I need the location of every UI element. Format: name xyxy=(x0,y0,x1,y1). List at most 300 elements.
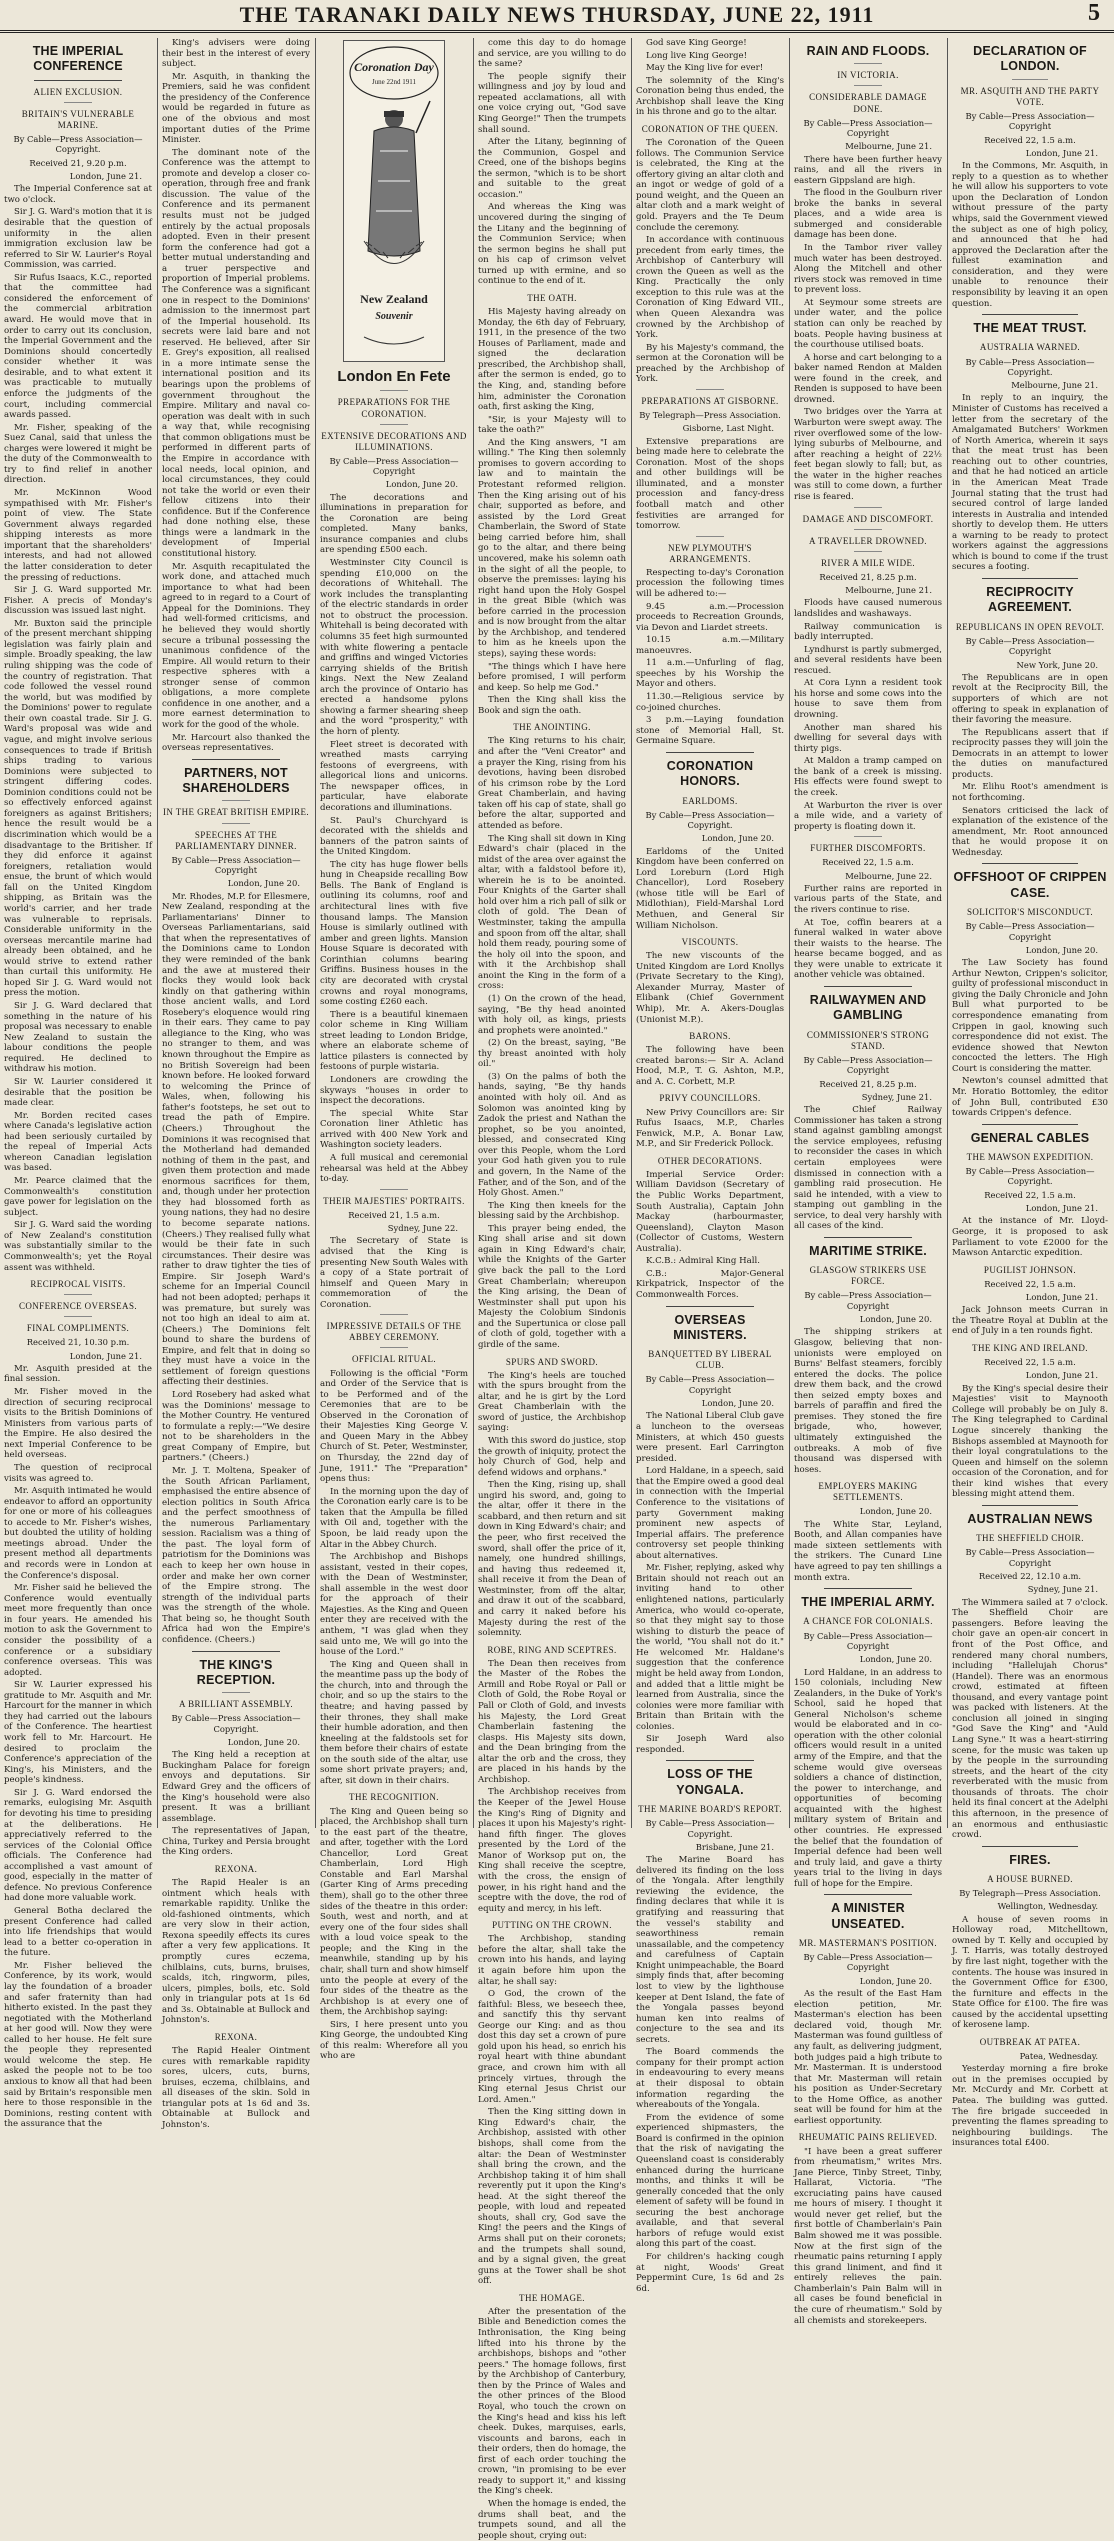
paragraph: The King shall sit down in King Edward's chair (placed in the midst of the area over against the altar, with a faldstool before it), wherein he is to be anointed. Four Knights of the Garter shall hold over him a rich pall of silk or cloth of gold. The Dean of Westminster, taking the ampulla and spoon from off the altar, shall hold them ready, pouring some of the holy oil into the spoon, and with it the Archbishop shall anoint the King in the form of a cross: xyxy=(478,833,626,992)
subhead: A CHANCE FOR COLONIALS. xyxy=(803,1616,933,1627)
column-rule xyxy=(473,38,474,1828)
column-5 xyxy=(636,38,784,2294)
paragraph: Senators criticised the lack of explanation of the existence of the amendment, Mr. Root announced that he would propose it on Wednesday. xyxy=(952,805,1108,858)
paragraph: Mr. Pearce claimed that the Commonwealth's constitution gave power for legislation on the subject. xyxy=(4,1176,152,1218)
paragraph: Then the King shall kiss the Book and sign the oath. xyxy=(478,695,626,716)
credit-line: By Cable—Press Association—Copyright. xyxy=(645,1818,775,1839)
advert-text: The Rapid Healer is an ointment which heals with remarkable rapidity. Unlike the old-fashioned ointments, which are very slow in their action, Rexona speedily effects its cures after a very few applications. It promptly cures eczema, chilblains, cuts, burns, bruises, scalds, itch, ringworm, piles, ulcers, pimples, boils, etc. Sold only in triangular pots at 1s 6d and 3s. Obtainable at Bullock and Johnston's. xyxy=(162,1878,310,2026)
credit-line: By cable—Press Association—Copyright xyxy=(804,1290,932,1311)
paragraph: Sir J. G. Ward supported Mr. Fisher. A precis of Monday's discussion was issued last night. xyxy=(4,585,152,617)
received-line: Received 22, 1.5 a.m. xyxy=(822,857,914,868)
divider xyxy=(34,80,122,81)
paragraph: At Toe, coffin bearers at a funeral walked in water above their waists to the hearse. The hearse became bogged, and as they were unable to extricate it another vehicle was obtained. xyxy=(794,917,942,981)
paragraph: The Archbishop and Bishops assistant, vested in their copes, with the Dean of Westminster, shall assemble in the west door for the approach of their Majesties. As the King and Queen enter they are received with the anthem, "I was glad when they said unto me, We will go into the house of the Lord." xyxy=(320,1552,468,1658)
divider xyxy=(380,390,408,391)
dateline: London, June 21. xyxy=(69,1350,142,1361)
page-number: 5 xyxy=(1088,0,1100,26)
subhead: CORONATION OF THE QUEEN. xyxy=(641,123,779,134)
headline-imperial-army: THE IMPERIAL ARMY. xyxy=(801,1595,935,1610)
divider xyxy=(824,1588,912,1589)
credit-line: By Cable—Press Association—Copyright xyxy=(803,1630,933,1651)
paragraph: The new viscounts of the United Kingdom are Lord Knollys (Private Secretary to the King), Alexander Murray, Master of Elibank (Chief Government Whip), Mr. A. Akers-Douglas (Unionist M.P.). xyxy=(636,951,784,1025)
paragraph: Then the King sitting down in King Edward's chair, the Archbishop, assisted with other bishops, shall come from the altar: the Dean of Westminster shall bring the crown, and the Archbishop taking it of him shall reverently put it upon the King's head. At the sight thereof the people, with loud and repeated shouts, shall cry, God save the King! the peers and the Kings of Arms shall put on their coronets; and the trumpets shall sound, and by a signal given, the great guns at the Tower shall be shot off. xyxy=(478,2107,626,2287)
headline-imperial-conference: THE IMPERIAL CONFERENCE xyxy=(32,44,124,74)
headline-london-en-fete: London En Fete xyxy=(337,368,451,385)
credit-line: By Cable—Press Association—Copyright xyxy=(171,854,301,875)
subhead: AUSTRALIA WARNED. xyxy=(979,342,1081,353)
subhead: OTHER DECORATIONS. xyxy=(657,1155,763,1166)
subhead: THE ANOINTING. xyxy=(513,722,591,733)
paragraph: At Warburton the river is over a mile wide, and a variety of property is floating down it. xyxy=(794,800,942,832)
paragraph: There have been further heavy rains, and all the rivers in eastern Gippsland are high. xyxy=(794,154,942,186)
subhead: THE RECOGNITION. xyxy=(349,1792,439,1803)
advert-text: For children's hacking cough at night, Woods' Great Peppermint Cure, 1s 6d and 2s 6d. xyxy=(636,2252,784,2294)
paragraph: The Republicans are in open revolt at the Reciprocity Bill, the supporters of which are not offering to speak in explanation of their favoring the measure. xyxy=(952,672,1108,726)
dateline: Melbourne, June 21. xyxy=(1011,380,1098,391)
credit-line: By Cable—Press Association—Copyright xyxy=(645,1374,775,1395)
subhead: THE KING AND IRELAND. xyxy=(972,1343,1088,1354)
dateline: Sydney, June 22. xyxy=(387,1223,458,1234)
subhead: THE MAWSON EXPEDITION. xyxy=(966,1152,1094,1163)
paragraph: A horse and cart belonging to a baker named Rendon at Malden were found in the creek, and Renden is supposed to have been drowned. xyxy=(794,352,942,405)
advert-heading: REXONA. xyxy=(214,1863,258,1874)
divider xyxy=(380,424,408,425)
paragraph: The White Star, Leyland, Booth, and Allan companies have made sixteen settlements with the strikers. The Cunard Line have agreed to pay ten shillings a month extra. xyxy=(794,1519,942,1583)
paragraph: Mr. Elihu Root's amendment is not forthcoming. xyxy=(952,782,1108,804)
paragraph: There is a beautiful kinemaen color scheme in King William street leading to London Bridge, where an elaborate scheme of lattice pilasters is connected by festoons of purple wistaria. xyxy=(320,1009,468,1073)
coronation-banner-text: Coronation Day xyxy=(354,60,434,74)
paragraph: The King returns to his chair, and after the "Veni Creator" and a prayer the King, rising from his devotions, having been disrobed of his crimson robe by the Lord Great Chamberlain, and having taken off his cap of state, shall go before the altar, supported and attended as before. xyxy=(478,736,626,831)
divider xyxy=(824,986,912,987)
paragraph: The flood in the Goulburn river broke the banks in several places, and a wide area is submerged and considerable damage has been done. xyxy=(794,188,942,241)
received-line: Received 22, 1.5 a.m. xyxy=(984,134,1076,145)
subhead: PUTTING ON THE CROWN. xyxy=(492,1920,612,1931)
advert-text: "I have been a great sufferer from rheumatism," writes Mrs. Jane Pierce, Tinby Street, Tinby, Hallarat, Victoria. "The excruciating pains have caused me hours of misery. I thought it would never get relief, but the first bottle of Chamberlain's Pain Balm showed me it was possible. Now at the first sign of the rheumatic pains returning I apply this grand liniment, and find it entirely relieves the pain. Chamberlain's Pain Balm will in all cases be found beneficial in the cure of rheumatism." Sold by all chemists and storekeepers. xyxy=(794,2146,942,2326)
paragraph: The Law Society has found Arthur Newton, Crippen's solicitor, guilty of professional misconduct in giving the Daily Chronicle and John Bull what purported to be correspondence emanating from Crippen in gaol, knowing such correspondence did not exist. The evidence showed that Newton concocted the letters. The High Court is considering the matter. xyxy=(952,958,1108,1074)
paragraph: Earldoms of the United Kingdom have been conferred on Lord Loreburn (Lord High Chancellor), Lord Rosebery (whose title will be Earl of Midlothian), Field-Marshal Lord Methuen, and General Sir William Nicholson. xyxy=(636,846,784,931)
dateline: New York, June 20. xyxy=(1016,659,1098,670)
column-rule xyxy=(947,38,948,1828)
paragraph: The Dean then receives from the Master of the Robes the Armill and Robe Royal or Pall or Cloth of Gold, the Robe Royal or Pall or Cloth of Gold, and invests his Majesty, the Lord Great Chamberlain fastening the clasps. His Majesty sits down, and the Dean bringing from the altar the orb and the cross, they are placed in his hands by the Archbishop. xyxy=(478,1658,626,1785)
subhead: BANQUETTED BY LIBERAL CLUB. xyxy=(648,1349,772,1371)
credit-line: By Telegraph—Press Association. xyxy=(959,1888,1101,1899)
subhead: BRITAIN'S VULNERABLE MARINE. xyxy=(21,108,135,130)
paragraph: Further rains are reported in various parts of the State, and the rivers continue to rise. xyxy=(794,883,942,916)
divider xyxy=(222,1692,250,1693)
paragraph: Mr. Fisher, replying, asked why Britain should not reach out an inviting hand to other enlightened nations, particularly America, who would co-operate, so that they might say to those wishing to disturb the peace of the world, "You shall not do it." He welcomed Mr. Haldane's suggestion that the conference might be held away from London, and added that a little might be learned from Australia, since the colonies were more familiar with Britain than Britain with the colonies. xyxy=(636,1563,784,1732)
paragraph: The Board commends the company for their prompt action in endeavouring to every means at their disposal to obtain information regarding the whereabouts of the Yongala. xyxy=(636,2047,784,2111)
subhead: CONFERENCE OVERSEAS. xyxy=(18,1301,137,1312)
divider xyxy=(854,836,882,837)
paragraph: The King then kneels for the blessing said by the Archbishop. xyxy=(478,1200,626,1222)
credit-line: By Cable—Press Association—Copyright. xyxy=(171,1713,301,1734)
dateline: London, June 21. xyxy=(1025,1203,1098,1214)
newspaper-title: THE TARANAKI DAILY NEWS THURSDAY, JUNE 22, 1911 xyxy=(239,2,875,27)
credit-line: By Cable—Press Association—Copyright xyxy=(329,455,459,477)
subhead: IN VICTORIA. xyxy=(837,70,899,81)
paragraph: (2) On the breast, saying, "Be thy breast anointed with holy oil." xyxy=(478,1038,626,1070)
credit-line: By Cable—Press Association—Copyright xyxy=(965,110,1095,132)
subhead: ROBE, RING AND SCEPTRES. xyxy=(487,1644,617,1655)
paragraph: Mr. Fisher said he believed the Conference would eventually meet more frequently than once in four years. He amended his motion to ask the Government to consider the possibility of a conference or a subsidiary conference overseas. This was adopted. xyxy=(4,1583,152,1678)
subhead: PUGILIST JOHNSON. xyxy=(983,1264,1077,1275)
dateline: London, June 21. xyxy=(69,170,142,181)
subhead: EARLDOMS. xyxy=(682,795,738,806)
advert-heading: RHEUMATIC PAINS RELIEVED. xyxy=(798,2132,938,2143)
advert-heading: REXONA. xyxy=(214,2031,258,2042)
paragraph: Extensive preparations are being made here to celebrate the Coronation. Most of the shops and other buildings will be illuminated, and a monster procession and fancy-dress football match and other festivities are arranged for tomorrow. xyxy=(636,436,784,532)
paragraph: In the morning upon the day of the Coronation early care is to be taken that the Ampulla be filled with Oil and, together with the Spoon, be laid ready upon the Altar in the Abbey Church. xyxy=(320,1486,468,1550)
paragraph: (1) On the crown of the head, saying, "Be thy head anointed with holy oil, as kings, priests and prophets were anointed." xyxy=(478,993,626,1036)
dateline: Gisborne, Last Night. xyxy=(682,423,774,434)
divider xyxy=(824,1894,912,1895)
paragraph: The Republicans assert that if reciprocity passes they will join the Democrats in an attempt to lower the duties on manufactured products. xyxy=(952,727,1108,780)
paragraph: come this day to do homage and service, are you willing to do the same? xyxy=(478,38,626,70)
subhead: SOLICITOR'S MISCONDUCT. xyxy=(966,907,1093,918)
headline-general-cables: GENERAL CABLES xyxy=(970,1130,1090,1145)
paragraph: By the King's special desire their Majesties' visit to Maynooth College will probably be on July 8. The King telegraphed to Cardinal Logue sincerely thanking the Bishops assembled at Maynooth for their loyal congratulations to the Queen and himself on the solemn occasion of the Coronation, and for their kind wishes that every blessing might attend them. xyxy=(952,1383,1108,1500)
subhead: OUTBREAK AT PATEA. xyxy=(979,2036,1081,2047)
paragraph: The special White Star Coronation liner Athletic has arrived with 400 New York and Washington society leaders. xyxy=(320,1108,468,1151)
headline-partners: PARTNERS, NOT SHAREHOLDERS xyxy=(182,765,290,796)
received-line: Received 22, 1.5 a.m. xyxy=(984,1357,1076,1368)
subhead: A TRAVELLER DROWNED. xyxy=(809,535,927,546)
divider xyxy=(1012,79,1048,80)
paragraph: Sir J. G. Ward endorsed the remarks, eulogising Mr. Asquith for devoting his time to presiding at the deliberations. He appreciatively referred to the services of the Colonial Office officials. The Conference had accomplished a vast amount of good, especially in the matter of defence. No previous Conference had done more valuable work. xyxy=(4,1787,152,1904)
paragraph: The National Liberal Club gave a luncheon to the overseas Ministers, at which 450 guests were present. Earl Carrington presided. xyxy=(636,1411,784,1464)
credit-line: By Cable—Press Association—Copyright. xyxy=(965,356,1095,377)
paragraph: The dominant note of the Conference was the attempt to promote and develop a closer co-operation, through free and frank discussion. The value of the Conference and its permanent results must not be judged entirely by the actual proposals adopted. Even in their present form the conference had got a better mutual understanding and a truer perspective and proportion of Imperial problems. The Conference was a significant one in respect to the Dominions' admission to the innermost part of the Imperial household. Its secrets were laid bare and not reserved. He believed, after Sir E. Grey's exposition, all realised in a more intimate sense the international position and its bearings upon the problems of government throughout the Empire. Military and naval co-operation was dealt with in such a way that, while recognising that common obligations must be performed in different parts of the Empire in accordance with local needs, local opinion, and local circumstances, they could not take the world or even their fellow citizens into their confidence. But if the Conference had done nothing else, these things were a landmark in the development of Imperial constitutional history. xyxy=(162,147,310,559)
paragraph: Londoners are crowding the skyways "houses in order to inspect the decorations. xyxy=(320,1075,468,1107)
paragraph: Mr. Asquith presided at the final session. xyxy=(4,1363,152,1385)
paragraph: And the King answers, "I am willing." The King then solemnly promises to govern according to law and to maintain the Protestant reformed religion. Then the King arising out of his chair, supported as before, and assisted by the Lord Great Chamberlain, the Sword of State being carried before him, shall go to the altar, and there being uncovered, make his solemn oath in the sight of all the people, to observe the premisses: laying his right hand upon the Holy Gospel in the great Bible (which was before carried in the procession and is now brought from the altar by the Archbishop, and tendered to him as he kneels upon the steps), saying these words: xyxy=(478,437,626,659)
subhead: ALIEN EXCLUSION. xyxy=(33,86,123,97)
headline-coronation-honors: CORONATION HONORS. xyxy=(666,758,754,789)
received-line: Received 22, 1.5 a.m. xyxy=(984,1189,1076,1200)
divider xyxy=(64,1294,92,1295)
dateline: London, June 20. xyxy=(385,479,458,490)
divider xyxy=(64,1316,92,1317)
received-line: Received 22, 1.5 a.m. xyxy=(984,1278,1076,1289)
paragraph: In reply to an inquiry, the Minister of Customs has received a letter from the secretary of the Amalgamated Butchers' Workmen of North America, wherein it says that the meat trust has been reaching out to other countries, and that he had noticed an article in the American Meat Trade Journal stating that the trust had secured control of large landed interests in Australia and intended shortly to develop them. He utters a warning to be ready to protect workers against the aggressions which is bound to come if the trust secures a footing. xyxy=(952,393,1108,573)
credit-line: By Cable—Press Association—Copyright. xyxy=(13,133,143,155)
paragraph: God save King George! xyxy=(646,38,747,48)
subhead: BARONS. xyxy=(689,1031,731,1042)
divider xyxy=(192,759,280,760)
coronation-souvenir-illustration xyxy=(343,40,445,362)
dateline: London, June 20. xyxy=(227,1737,300,1748)
divider xyxy=(380,1347,408,1348)
paragraph: At the instance of Mr. Lloyd-George, it is proposed to ask Parliament to vote £2000 for the Mawson Antarctic expedition. xyxy=(952,1216,1108,1259)
dateline: Melbourne, June 21. xyxy=(845,585,932,596)
divider xyxy=(696,389,724,390)
paragraph: Mr. Asquith, in thanking the Premiers, said he was confident the presidency of the Conference would be regarded in future as one of the obvious and most important duties of the Prime Minister. xyxy=(162,71,310,146)
paragraph: Mr. Asquith recapitulated the work done, and attached much importance to what had been agreed to in regard to a Court of Appeal for the Dominions. They had well-formed criticisms, and he believed they would shortly secure a tribunal possessing the unanimous confidence of the Empire. All would return to their respective spheres with a stronger sense of common obligations, a more complete confidence in one another, and a more earnest determination to work for the good of the whole. xyxy=(162,561,310,730)
credit-line: By Cable—Press Association—Copyright xyxy=(965,1547,1095,1568)
divider xyxy=(666,752,754,753)
paragraph: Fleet street is decorated with wreathed masts carrying festoons of evergreens, with allegorical lions and unicorns. The newspaper offices, in particular, have elaborate decorations and illuminations. xyxy=(320,739,468,813)
paragraph: Sir W. Laurier expressed his gratitude to Mr. Asquith and Mr. Harcourt for the manner in which they had carried out the labours of the Conference. The heartiest work fell to Mr. Harcourt. He desired to proclaim the Conference's appreciation of the King's, his Ministers, and the people's kindness. xyxy=(4,1680,152,1786)
paragraph: At Maldon a tramp camped on the bank of a creek is missing. His effects were found swept to the creek. xyxy=(794,756,942,798)
subhead: MR. MASTERMAN'S POSITION. xyxy=(798,1938,938,1949)
divider xyxy=(666,1306,754,1307)
paragraph: Sir W. Laurier considered it desirable that the position be made clear. xyxy=(4,1076,152,1109)
dateline: London, June 21. xyxy=(1025,147,1098,158)
credit-line: By Cable—Press Association—Copyright xyxy=(803,117,933,138)
subhead: GLASGOW STRIKERS USE FORCE. xyxy=(809,1265,927,1287)
paragraph: (3) On the palms of both the hands, saying, "Be thy hands anointed with holy oil. And as Solomon was anointed king by Zadok the priest and Nathan the prophet, so be you anointed, blessed, and consecrated King over this People, whom the Lord your God hath given you to rule and govern, In the Name of the Father, and of the Son, and of the Holy Ghost. Amen." xyxy=(478,1071,626,1199)
divider xyxy=(982,1505,1078,1506)
paragraph: His Majesty having already on Monday, the 6th day of February, 1911, in the presence of the two Houses of Parliament, made and signed the declaration prescribed, the Archbishop shall, after the sermon is ended, go to the King, and, standing before him, administer the Coronation oath, first asking the King, xyxy=(478,307,626,413)
subhead: RECIPROCAL VISITS. xyxy=(30,1279,126,1290)
divider xyxy=(854,507,882,508)
paragraph: In accordance with continuous precedent from early times, the Archbishop of Canterbury will crown the Queen as well as the King. Practically the only exception to this rule was at the Coronation of King Edward VII., when Queen Alexandra was crowned by the Archbishop of York. xyxy=(636,235,784,341)
paragraph: C.B.: Major-General Kirkpatrick, Inspector of the Commonwealth Forces. xyxy=(636,1268,784,1301)
dateline: London, June 21. xyxy=(1025,1370,1098,1381)
headline-meat-trust: THE MEAT TRUST. xyxy=(973,321,1087,336)
paragraph: The shipping strikers at Glasgow, believing that non-unionists were employed on Burns' Belfast steamers, forcibly entered the docks. The police drew them back, and the crowd then seized empty boxes and barrels of paraffin and fired the premises. They stoned the fire brigade, who, however, ultimately extinguished the outbreaks. A mob of five thousand was dispersed with hoses. xyxy=(794,1327,942,1475)
paragraph: A full musical and ceremonial rehearsal was held at the Abbey to-day. xyxy=(320,1152,468,1185)
paragraph: Jack Johnson meets Curran in the Theatre Royal at Dublin at the end of July in a ten rounds fight. xyxy=(952,1305,1108,1337)
paragraph: By his Majesty's command, the sermon at the Coronation will be preached by the Archbishop of York. xyxy=(636,342,784,385)
paragraph: Newton's counsel admitted that Mr. Horatio Bottomley, the editor of John Bull, contributed £30 towards Crippen's defence. xyxy=(952,1076,1108,1119)
divider xyxy=(854,85,882,86)
paragraph: The people signify their willingness and joy by loud and repeated acclamations, all with one voice crying out, "God save King George!" Then the trumpets shall sound. xyxy=(478,71,626,135)
paragraph: Mr. Borden recited cases where Canada's legislative action had been seriously curtailed by the repeal of Imperial Acts whereon Canadian legislation was based. xyxy=(4,1110,152,1174)
paragraph: And whereas the King was uncovered during the singing of the Litany and the beginning of the Communion Service; when the sermon begins he shall put on his cap of crimson velvet turned up with ermine, and so continue to the end of it. xyxy=(478,202,626,287)
dateline: London, June 20. xyxy=(859,1314,932,1325)
paragraph: Floods have caused numerous landslides and washaways. xyxy=(794,598,942,619)
subhead: REPUBLICANS IN OPEN REVOLT. xyxy=(955,621,1105,632)
paragraph: King's advisers were doing their best in the interest of every subject. xyxy=(162,38,310,70)
paragraph: Mr. J. T. Moltena, Speaker of the South African Parliament, emphasised the entire absence of election politics in South Africa and the perfect smoothness of the numerous Parliamentary session. Racialism was a thing of the past. The loyal form of patriotism for the Dominions was each to keep her own house in order and make her own corner of the Empire strong. The strength of the individual parts was the strength of the whole. That being so, he thought South Africa had won the Empire's confidence. (Cheers.) xyxy=(162,1465,310,1645)
subhead: SPURS AND SWORD. xyxy=(505,1356,599,1367)
dateline: London, June 20. xyxy=(701,833,774,844)
paragraph: A house of seven rooms in Holloway road, Mitchelltown, owned by T. Kelly and occupied by J. T. Harris, was totally destroyed by fire last night, together with the contents. The house was insured in the Government Office for £300, the furniture and effects in the State Office for £100. The fire was caused by the accidental upsetting of kerosene lamp. xyxy=(952,1914,1108,2031)
received-line: Received 21, 8.25 p.m. xyxy=(819,571,917,582)
subhead: THE MARINE BOARD'S REPORT. xyxy=(638,1804,782,1815)
subhead: A HOUSE BURNED. xyxy=(987,1874,1073,1885)
subhead: FURTHER DISCOMFORTS. xyxy=(810,843,926,854)
paragraph: The King and Queen shall in the meantime pass up the body of the church, into and through the choir, and so up the stairs to the theatre; and having passed by their thrones, they shall make their humble adoration, and then kneeling at the faldstools set for them before their chairs of estate on the south side of the altar, use some short private prayers; and, after, sit down in their chairs. xyxy=(320,1659,468,1786)
divider xyxy=(982,1124,1078,1125)
divider xyxy=(854,529,882,530)
headline-kings-reception: THE KING'S RECEPTION. xyxy=(196,1657,276,1687)
paragraph: Lord Haldane, in a speech, said that the Empire owed a good deal in connection with the Imperial Conference to the visitations of party Government making prominent new aspects of Imperial affairs. The preference controversy set people thinking about alternatives. xyxy=(636,1466,784,1561)
paragraph: 10.15 a.m.—Military manoeuvres. xyxy=(636,635,784,656)
paragraph: The King held a reception at Buckingham Palace for foreign envoys and deputations. Sir Edward Grey and the officers of the King's household were also present. It was a brilliant assemblage. xyxy=(162,1750,310,1824)
column-rule xyxy=(789,38,790,1828)
paragraph: Mr. Buxton said the principle of the present merchant shipping legislation was fairly plain and simple. Broadly speaking, the law ruling shipping was the code of the country of registration. That code followed the vessel round the world, but was modified by the Dominions' power to regulate their own coastal trade. Sir J. G. Ward's proposal was wide and vague, and might involve serious consequences to trade if British ships trading to various Dominions were subjected to stringent differing codes. Dominion conditions could not be so effectively enforced against foreigners as against Britishers; hence the result would be a discrimination which would be a disadvantage to the Britisher. If they did enforce it against foreigners, retaliation would ensue, the brunt of which would fall on the United Kingdom shipping, as Britain was the world's carrier, and her trade was vulnerable to reprisals. Considerable uniformity in the overseas mercantile marine had already been obtained, and he would strive to extend rather than curtail this uniformity. He hoped Sir J. G. Ward would not press the motion. xyxy=(4,618,152,999)
divider xyxy=(380,1314,408,1315)
paragraph: Mr. Harcourt also thanked the overseas representatives. xyxy=(162,732,310,754)
paragraph: O God, the crown of the faithful: Bless, we beseech thee, and sanctify this thy servant George our King: and as thou dost this day set a crown of pure gold upon his head, so enrich his royal heart with thine abundant grace, and crown him with all princely virtues, through the King eternal Jesus Christ our Lord. Amen." xyxy=(478,1989,626,2105)
paragraph: The Coronation of the Queen follows. The Communion Service is celebrated, the King at the offertory giving an altar cloth and an ingot or wedge of gold of a pound weight, and the Queen an altar cloth and a mark weight of gold. Prayers and the Te Deum conclude the ceremony. xyxy=(636,138,784,233)
paragraph: Lord Haldane, in an address to 150 colonials, including New Zealanders, in the Duke of York's School, said he hoped that General Nicholson's scheme would be elaborated and in co-operation with the other colonial officers would result in a united army of the Empire, and that the scheme would give overseas soldiers a chance of distinction, the power to interchange, and opportunities of becoming acquainted with the highest military system of Britain and other countries. He expressed the belief that the foundation of Imperial defence had been well and truly laid, and gave a thirty years trial to the living in days full of hope for the Empire. xyxy=(794,1667,942,1889)
dateline: Melbourne, June 21. xyxy=(845,141,932,152)
paragraph: "The things which I have here before promised, I will perform and keep. So help me God." xyxy=(478,661,626,693)
subhead: COMMISSIONER'S STRONG STAND. xyxy=(806,1029,930,1051)
received-line: Received 21, 1.5 a.m. xyxy=(348,1209,440,1220)
received-line: Received 21, 10.30 p.m. xyxy=(26,1337,130,1348)
paragraph: The Wimmera sailed at 7 o'clock. The Sheffield Choir are passengers. Before leaving the choir gave an open-air concert in front of the Post Office, and rendered many choral numbers, including "Hallelujah Chorus" (Handel). There was an enormous crowd, estimated at fifteen thousand, and every vantage point was packed with listeners. At the conclusion all joined in singing "God Save the King" and "Auld Lang Syne." It was a heart-stirring scene, for the music was taken up by the people in the surrounding streets, and the heart of the city reverberated with the music from thousands of throats. The choir held its final concert at the Adelphi this afternoon, in the presence of an enormous and enthusiastic crowd. xyxy=(952,1597,1108,1841)
paragraph: Imperial Service Order: William Davidson (Secretary of the Public Works Department, South Australia), Captain John Mackay (harbourmaster, Queensland), Clayton Mason (Collector of Customs, Western Australia). xyxy=(636,1169,784,1254)
headline-loss-of-yongala: LOSS OF THE YONGALA. xyxy=(667,1767,753,1797)
headline-minister-unseated: A MINISTER UNSEATED. xyxy=(831,1901,905,1931)
paragraph: Yesterday morning a fire broke out in the premises occupied by Mr. McCurdy and Mr. Corbett at Patea. The building was gutted. The fire brigade succeeded in preventing the flames spreading to neighbouring buildings. The insurances total £400. xyxy=(952,2064,1108,2149)
column-rule xyxy=(631,38,632,1828)
paragraph: This prayer being ended, the King shall arise and sit down again in King Edward's chair, while the Knights of the Garter give back the pall to the Lord Great Chamberlain; whereupon the King arising, the Dean of Westminster shall put upon his Majesty the Colobium Sindonis and the Supertunica or close pall of cloth of gold, together with a girdle of the same. xyxy=(478,1223,626,1350)
paragraph: The question of reciprocal visits was agreed to. xyxy=(4,1462,152,1484)
paragraph: St. Paul's Churchyard is decorated with the shields and banners of the patron saints of the United Kingdom. xyxy=(320,815,468,858)
subhead: VISCOUNTS. xyxy=(681,937,739,948)
divider xyxy=(824,1237,912,1238)
subhead: THE HOMAGE. xyxy=(519,2292,585,2303)
dateline: Sydney, June 21. xyxy=(861,1091,932,1102)
subhead: FINAL COMPLIMENTS. xyxy=(26,1323,130,1334)
dateline: London, June 20. xyxy=(701,1398,774,1409)
column-rule xyxy=(315,38,316,1828)
coronation-date-text: June 22nd 1911 xyxy=(371,78,417,86)
subhead: OFFICIAL RITUAL. xyxy=(351,1354,437,1365)
credit-line: By Cable—Press Association—Copyright. xyxy=(965,1166,1095,1187)
divider xyxy=(222,823,250,824)
subhead: THE OATH. xyxy=(527,292,577,303)
subhead: EXTENSIVE DECORATIONS AND ILLUMINATIONS. xyxy=(321,430,467,452)
paragraph: In the Tambor river valley much water has been destroyed. Along the Mitchell and other rivers stock was removed in time to prevent loss. xyxy=(794,243,942,296)
dateline: London, June 21. xyxy=(1025,1292,1098,1303)
paragraph: From the evidence of some experienced shipmasters, the Board is confirmed in the opinion that the risk of navigating the Queensland coast is considerably enhanced during the hurricane months, and thinks it will be generally conceded that the only element of safety will be found in securing the best anchorage available, and that several harbors of refuge would exist along this part of the coast. xyxy=(636,2112,784,2250)
paragraph: The solemnity of the King's Coronation being thus ended, the Archbishop shall leave the King in his throne and go to the altar. xyxy=(636,75,784,118)
paragraph: 11 a.m.—Unfurling of flag, speeches by his Worship the Mayor and others. xyxy=(636,658,784,690)
paragraph: 3 p.m.—Laying foundation stone of Memorial Hall, St. Germaine Square. xyxy=(636,715,784,747)
subhead: SPEECHES AT THE PARLIAMENTARY DINNER. xyxy=(175,829,297,851)
paragraph: Mr. Rhodes, M.P. for Ellesmere, New Zealand, responding at the Parliamentarians' Dinner to Overseas Parliamentarians, said that when the representatives of the Dominions came to London they were reminded of the bank and the awe at mustered their flocks they would look back kindly on that gathering within those ancient walls, and Lord Rosebery's eloquence would ring in their ears. They came to pay allegiance to the King, who was no stranger to them, and was known throughout the Empire as no British Sovereign had been known before. He looked forward to welcoming the Prince of Wales, when, following his father's footsteps, he set out to tread the path of Empire. (Cheers.) Throughout the Dominions it was recognised that the Motherland had demanded nothing of them in the past, and given them protection and made enormous sacrifices for them, and, though under her protection they had blossomed forth as young nations, they had no desire to become separate nations. (Cheers.) They realised fully what would be their fate in such circumstances. Their desire was rather to draw tighter the ties of Empire. Sir Joseph Ward's scheme for an Imperial Council had not been adopted; perhaps it was premature, but surely was not too high an ideal to aim at. (Cheers.) The Dominions felt bound to share the burdens of Empire, and felt that in doing so they must have a voice in the settlement of foreign questions affecting their destinies. xyxy=(162,891,310,1388)
credit-line: By Cable—Press Association—Copyright xyxy=(965,921,1095,942)
paragraph: New Privy Councillors are: Sir Rufus Isaacs, M.P., Charles Fenwick, M.P., A. Bonar Law, M.P., and Sir Frederick Pollock. xyxy=(636,1107,784,1150)
paragraph: Sirs, I here present unto you King George, the undoubted King of this realm: Wherefore all you who are xyxy=(320,2019,468,2062)
dateline: Melbourne, June 22. xyxy=(845,870,932,881)
dateline: London, June 20. xyxy=(1025,944,1098,955)
paragraph: At Seymour some streets are under water, and the police station can only be reached by boats. People having business at the courthouse utilised boats. xyxy=(794,297,942,351)
paragraph: The Chief Railway Commissioner has taken a strong stand against gambling amongst the service employees, refusing to reconsider the cases in which certain employees were dismissed in connection with a gambling raid prosecution. He said he intended, with a view to stamping out gambling in the service, to deal very harshly with all cases of the kind. xyxy=(794,1105,942,1232)
paragraph: Mr. McKinnon Wood sympathised with Mr. Fisher's point of view. The State Government always regarded shipping interests as more important that the shareholders' interests, and had not allowed the latter consideration to deter the pressing of reductions. xyxy=(4,488,152,583)
divider xyxy=(982,314,1078,315)
paragraph: Mr. Asquith intimated he would endeavor to afford an opportunity for one or more of his colleagues to accede to Mr. Fisher's wishes, but doubted the utility of holding meetings abroad. Under the present method all departments and records were in London at the Conference's disposal. xyxy=(4,1486,152,1581)
received-line: Received 21, 9.20 p.m. xyxy=(29,157,127,168)
divider xyxy=(64,102,92,103)
divider xyxy=(982,578,1078,579)
paragraph: Sir Joseph Ward also responded. xyxy=(636,1734,784,1755)
paragraph: Mr. Fisher believed the Conference, by its work, would lay the foundation of a broader and safer fraternity than had hitherto existed. In the past they negotiated with the Motherland at her good will. Now they were called to her house. He felt sure the people they represented would welcome the step. He asked the people not to be too anxious to know all that had been said by Britain's responsible men here to those responsible in the Dominions, resting content with the assurance that the xyxy=(4,1960,152,2130)
dateline: Patea, Wednesday. xyxy=(1019,2050,1098,2061)
paragraph: 11.30.—Religious service by co-joined churches. xyxy=(636,692,784,713)
paragraph: The King and Queen being so placed, the Archbishop shall turn to the east part of the theatre, and after, together with the Lord Chancellor, Lord Great Chamberlain, Lord High Constable and Earl Marshal (Garter King of Arms preceding them), shall go to the other three sides of the theatre in this order: South, west and north, and at every one of the four sides shall with a loud voice speak to the people; and the King in the meanwhile, standing up by his chair, shall turn and show himself unto the people at every of the four sides of the theatre as the Archbishop is at every one of them, the Archbishop saying: xyxy=(320,1806,468,2018)
subhead: IN THE GREAT BRITISH EMPIRE. xyxy=(162,807,310,818)
credit-line: By Telegraph—Press Association. xyxy=(639,410,781,420)
headline-reciprocity-agreement: RECIPROCITY AGREEMENT. xyxy=(986,585,1074,615)
dateline: London, June 20. xyxy=(227,878,300,889)
column-6 xyxy=(794,38,942,2326)
subhead: CONSIDERABLE DAMAGE DONE. xyxy=(809,92,927,114)
paragraph: Sir J. G. Ward declared that something in the nature of his proposal was necessary to enable New Zealand to sustain the labour conditions the people required. He declined to withdraw his motion. xyxy=(4,1001,152,1075)
paragraph: Another man shared his dwelling for several days with thirty pigs. xyxy=(794,722,942,754)
headline-overseas-ministers: OVERSEAS MINISTERS. xyxy=(673,1312,747,1342)
paragraph: Sir J. G. Ward said the wording of New Zealand's constitution was substantially similar to the Commonwealth's; yet the Royal assent was withheld. xyxy=(4,1220,152,1273)
divider xyxy=(222,800,250,801)
paragraph: Westminster City Council is spending £10,000 on the decorations of Whitehall. The work includes the transplanting of the electric standards in order not to obstruct the procession. Whitehall is being decorated with columns 35 feet high surmounted with white flowering a pentacle and griffins and winged Victories carrying shields of the British kings. Next the New Zealand arch the province of Ontario has erected a handsome pylons showing a farmer shearing sheep and the word "prosperity," with the horn of plenty. xyxy=(320,558,468,738)
paragraph: The city has huge flower bells hung in Cheapside recalling Bow Bells. The Bank of England is outlining its columns, roof and architectural lines with five thousand lamps. The Mansion House is similarly outlined with amber and green lights. Mansion House Square is decorated with Corinthian columns bearing Griffins. Business houses in the city are decorated with crystal crowns and royal monograms, some costing £260 each. xyxy=(320,859,468,1008)
paragraph: May the King live for ever! xyxy=(646,63,764,74)
divider xyxy=(982,863,1078,864)
paragraph: The Archbishop receives from the Keeper of the Jewel House the King's Ring of Dignity and places it upon his Majesty's right-hand fifth finger. The gloves presented by the Lord of the Manor of Worksop put on, the King shall receive the sceptre, with the cross, the ensign of power, in his right hand and the sceptre with the dove, the rod of equity and mercy, in his left. xyxy=(478,1787,626,1914)
paragraph: Lord Rosebery had asked what was the Dominions' message to the Mother Country. He ventured to formulate a reply:—"We desire not to be shareholders in the great Company of Empire, but partners." (Cheers.) xyxy=(162,1390,310,1464)
divider xyxy=(854,551,882,552)
divider xyxy=(380,1189,408,1190)
paragraph: "Sir, is your Majesty will to take the oath?" xyxy=(478,414,626,436)
souvenir-text: Souvenir xyxy=(375,311,413,322)
paragraph: The representatives of Japan, China, Turkey and Persia brought the King orders. xyxy=(162,1826,310,1858)
credit-line: By Cable—Press Association—Copyright xyxy=(803,1952,933,1973)
credit-line: By Cable—Press Association—Copyright xyxy=(965,635,1095,657)
column-2 xyxy=(162,38,310,2130)
credit-line: By Cable—Press Association—Copyright. xyxy=(645,809,775,830)
new-zealand-text: New Zealand xyxy=(360,292,428,306)
subhead: PREPARATIONS AT GISBORNE. xyxy=(641,395,779,406)
paragraph: Mr. Fisher moved in the direction of securing reciprocal visits to the British Dominions of Ministers from various parts of the Empire. He also desired the next Imperial Conference to be held overseas. xyxy=(4,1387,152,1461)
column-7 xyxy=(952,38,1108,2149)
paragraph: 9.45 a.m.—Procession proceeds to Recreation Grounds, via Devon and Liardet streets. xyxy=(636,601,784,633)
paragraph: The following have been created barons:— Sir A. Acland Hood, M.P., T. G. Ashton, M.P., and A. C. Corbett, M.P. xyxy=(636,1045,784,1087)
column-4 xyxy=(478,38,626,2541)
headline-crippen-case: OFFSHOOT OF CRIPPEN CASE. xyxy=(953,870,1107,900)
subhead: DAMAGE AND DISCOMFORT. xyxy=(802,513,934,524)
paragraph: After the Litany, beginning of the Communion, Gospel and Creed, one of the bishops begins the sermon, "which is to be short and suitable to the great occasion." xyxy=(478,137,626,200)
paragraph: Following is the official "Form and Order of the Service that is to be Performed and of the Ceremonies that are to be Observed in the Coronation of their Majesties King George V. and Queen Mary in the Abbey Church of St. Peter, Westminster, on Thursday, the 22nd day of June, 1911." The "Preparation" opens thus: xyxy=(320,1368,468,1485)
dateline: London, June 20. xyxy=(859,1506,932,1517)
headline-fires: FIRES. xyxy=(1009,1852,1051,1867)
subhead: THE SHEFFIELD CHOIR. xyxy=(976,1533,1084,1544)
credit-line: By Cable—Press Association—Copyright xyxy=(803,1054,933,1076)
divider xyxy=(854,63,882,64)
paragraph: Two bridges over the Yarra at Warburton were swept away. The river overflowed some of the low-lying suburbs of Melbourne, and after reaching a height of 22½ feet began slowly to fall; but, as the water in the higher reaches was still to come down, a further rise is feared. xyxy=(794,407,942,502)
paragraph: The Secretary of State is advised that the King is presenting New South Wales with a copy of a State portrait of himself and Queen Mary in commemoration of the Coronation. xyxy=(320,1236,468,1310)
paragraph: After the presentation of the Bible and Benediction comes the Inthronisation, the King being lifted into his throne by the archbishops, bishops and "other peers." The homage follows, first by the Archbishop of Canterbury, then by the Prince of Wales and the other princes of the Blood Royal, who touch the crown on the King's head and kiss his left cheek. Dukes, marquises, earls, viscounts and barons, each in their orders, then do homage, the first of each order touching the crown, "in promising to be ever ready to support it," and kissing the King's cheek. xyxy=(478,2306,626,2497)
paragraph: Railway communication is badly interrupted. xyxy=(794,621,942,643)
subhead: THEIR MAJESTIES' PORTRAITS. xyxy=(323,1195,465,1206)
paragraph: The decorations and illuminations in preparation for the Coronation are being completed. Many banks, insurance companies and clubs are spending £500 each. xyxy=(320,492,468,556)
divider xyxy=(666,1760,754,1761)
received-line: Received 21, 8.25 p.m. xyxy=(819,1078,917,1089)
paragraph: Long live King George! xyxy=(646,50,748,61)
paragraph: The King's heels are touched with the spurs brought from the altar, and he is girt by the Lord Great Chamberlain with the sword of justice, the Archbishop saying: xyxy=(478,1370,626,1434)
dateline: Wellington, Wednesday. xyxy=(997,1901,1098,1912)
subhead: IMPRESSIVE DETAILS OF THE ABBEY CEREMONY. xyxy=(326,1321,462,1343)
subhead: PRIVY COUNCILLORS. xyxy=(659,1093,761,1104)
paragraph: When the homage is ended, the drums shall beat, and the trumpets sound, and all the people shout, crying out: xyxy=(478,2499,626,2541)
received-line: Received 22, 12.10 a.m. xyxy=(978,1571,1082,1582)
paragraph: Sir Rufus Isaacs, K.C., reported that the committee had considered the enforcement of the commercial arbitration award. He would move that in order to carry out its conclusion, the Imperial Government and the Dominions should concertedly consider whether it was desirable, and to what extent it was practicable to mutually enforce the judgments of the court, including commercial awards passed. xyxy=(4,272,152,421)
coronation-illustration xyxy=(344,41,444,361)
subhead: A BRILLIANT ASSEMBLY. xyxy=(179,1699,293,1710)
subhead: MR. ASQUITH AND THE PARTY VOTE. xyxy=(960,85,1100,107)
headline-rain-floods: RAIN AND FLOODS. xyxy=(806,44,930,58)
divider xyxy=(696,536,724,537)
masthead xyxy=(0,0,1114,33)
subhead: EMPLOYERS MAKING SETTLEMENTS. xyxy=(818,1481,918,1503)
paragraph: With this sword do justice, stop the growth of iniquity, protect the holy Church of God, help and defend widows and orphans." xyxy=(478,1435,626,1478)
dateline: Sydney, June 21. xyxy=(1027,1584,1098,1595)
